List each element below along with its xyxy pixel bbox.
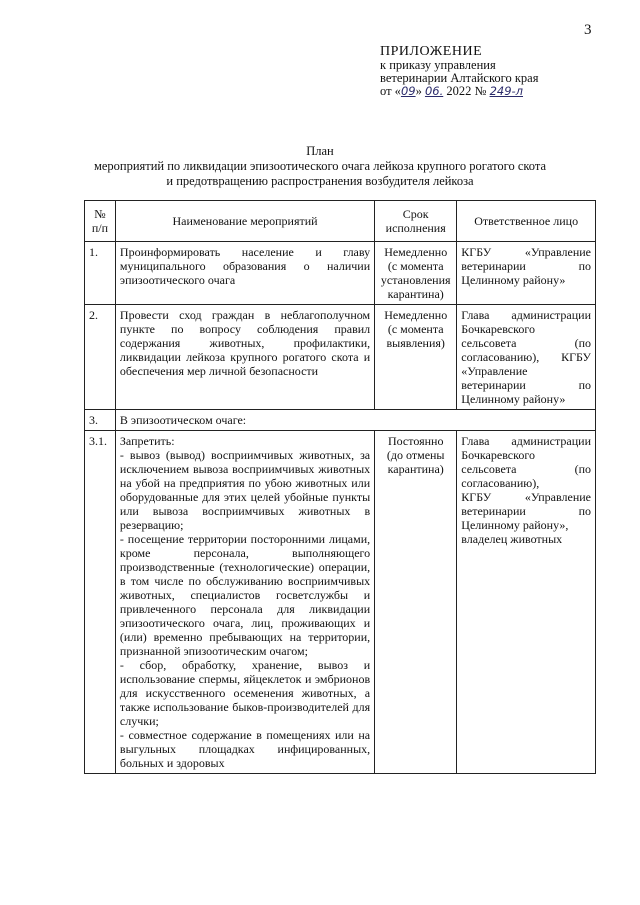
table-row — [85, 305, 596, 410]
row-activity: Провести сход граждан в неблагополучном пункте по вопросу соблюдения правил содержания животных, профилактики, ликвидации лейкоза крупного рогатого скота и обеспечения мер личной безопасности — [115, 305, 374, 410]
section-heading: В эпизоотическом очаге: — [115, 410, 595, 431]
activity-line: - совместное содержание в помещениях или на выгульных площадках инфицированных, больных и здоровых — [119, 728, 371, 770]
header-num: № п/п — [85, 201, 116, 242]
row-responsible: КГБУ «Управление ветеринарии по Целинному району» — [457, 242, 596, 305]
table-row-section — [85, 410, 596, 431]
row-responsible — [457, 431, 596, 774]
row-num: 3. — [85, 410, 116, 431]
date-mid: » — [415, 84, 425, 98]
row-activity: Проинформировать население и главу муниципального образования о наличии эпизоотического очага — [115, 242, 374, 305]
page-number: 3 — [584, 22, 592, 38]
plan-title-block — [0, 144, 640, 189]
appendix-line-1: к приказу управления — [380, 58, 496, 72]
date-month-handwritten: 06. — [424, 84, 444, 98]
row-num: 1. — [85, 242, 116, 305]
plan-subtitle-2: и предотвращению распространения возбудителя лейкоза — [166, 174, 474, 188]
appendix-date-line — [380, 85, 630, 98]
row-term: Постоянно (до отмены карантина) — [375, 431, 457, 774]
appendix-header — [380, 44, 630, 98]
activity-line: - сбор, обработку, хранение, вывоз и использование спермы, яйцеклеток и эмбрионов для искусственного осеменения животных, а также использование быков-производителей для случки; — [119, 658, 371, 728]
row-responsible: Глава администрации Бочкаревского сельсовета (по согласованию), КГБУ «Управление ветеринарии по Целинному району» — [457, 305, 596, 410]
responsible-line: владелец животных — [461, 532, 563, 546]
row-num: 2. — [85, 305, 116, 410]
header-activity: Наименование мероприятий — [115, 201, 374, 242]
header-term: Срок исполнения — [375, 201, 457, 242]
row-term: Немедленно (с момента установления карантина) — [375, 242, 457, 305]
appendix-line-2: ветеринарии Алтайского края — [380, 71, 539, 85]
row-num: 3.1. — [85, 431, 116, 774]
appendix-title: ПРИЛОЖЕНИЕ — [380, 44, 483, 59]
table-row — [85, 431, 596, 774]
order-number-handwritten: 249-л — [489, 84, 524, 98]
header-responsible: Ответственное лицо — [457, 201, 596, 242]
activity-line: - вывоз (вывод) восприимчивых животных, за исключением вывоза восприимчивых животных на убой на предприятия по убою животных или оборудованные для этих целей убойные пункты или вывоза восприимчивых животных в резервацию; — [119, 448, 371, 532]
date-prefix: от « — [380, 84, 401, 98]
plan-subtitle-1: мероприятий по ликвидации эпизоотического очага лейкоза крупного рогатого скота — [93, 159, 547, 173]
date-year: 2022 № — [443, 84, 490, 98]
row-activity — [115, 431, 374, 774]
table-header-row — [85, 201, 596, 242]
date-day-handwritten: 09 — [400, 84, 416, 98]
measures-table — [84, 200, 596, 774]
responsible-line: Глава администрации Бочкаревского сельсовета (по согласованию), — [461, 434, 591, 490]
table-row — [85, 242, 596, 305]
responsible-line: КГБУ «Управление ветеринарии по Целинному району», — [461, 490, 591, 532]
activity-line: Запретить: — [119, 434, 175, 448]
plan-title: План — [306, 144, 334, 158]
row-term: Немедленно (с момента выявления) — [375, 305, 457, 410]
activity-line: - посещение территории посторонними лицами, кроме персонала, выполняющего производственные (технологические) операции, в том числе по обслуживанию восприимчивых животных, специалистов госветслужбы и привлеченного персонала для ликвидации эпизоотического очага, лиц, проживающих и (или) временно пребывающих на территории, признанной эпизоотическим очагом; — [119, 532, 371, 658]
